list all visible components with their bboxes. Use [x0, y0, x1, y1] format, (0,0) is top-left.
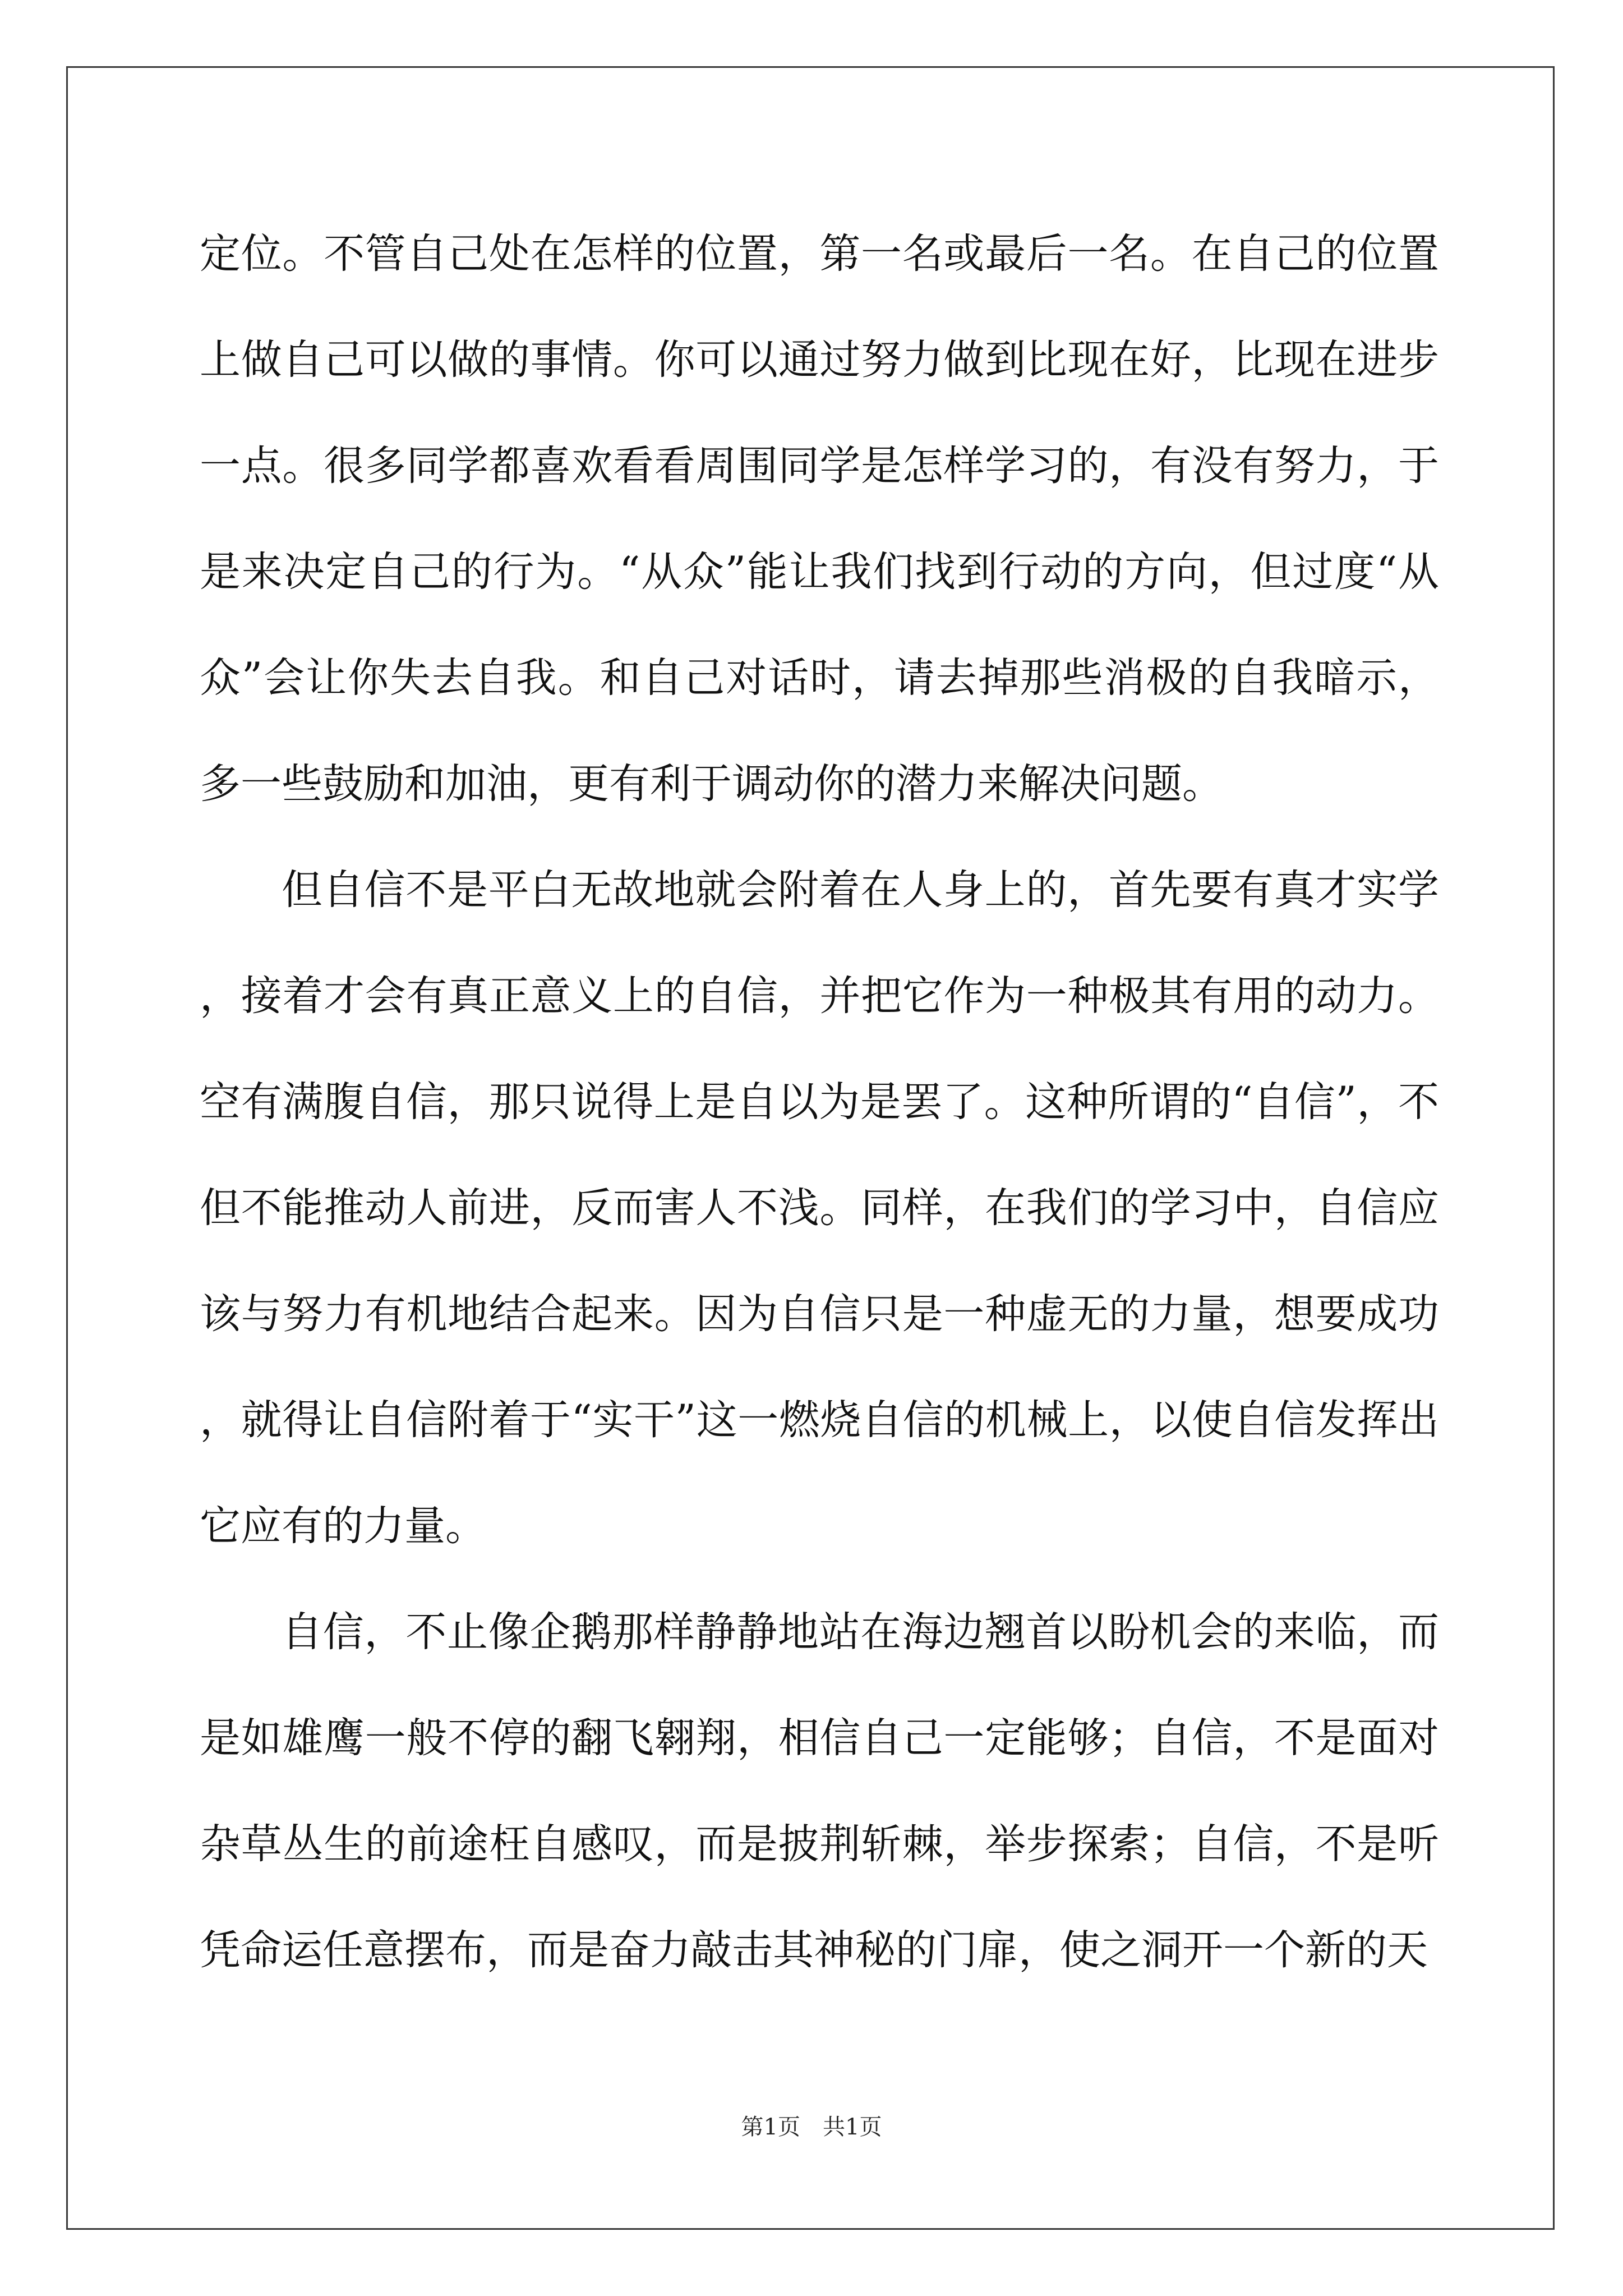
paragraph-2: 但自信不是平白无故地就会附着在人身上的，首先要有真才实学，接着才会有真正意义上的自信，并把它作为一种极其有用的动力。空有满腹自信，那只说得上是自以为是罢了。这种所谓的“自信”，不但不能推动人前进，反而害人不浅。同样，在我们的学习中，自信应该与努力有机地结合起来。因为自信只是一种虚无的力量，想要成功，就得让自信附着于“实干”这一燃烧自信的机械上，以使自信发挥出它应有的力量。 [200, 866, 1439, 1550]
page-number-footer: 第1页 共1页 [741, 2114, 882, 2140]
document-body [200, 201, 1439, 2003]
paragraph-3: 自信，不止像企鹅那样静静地站在海边翘首以盼机会的来临，而是如雄鹰一般不停的翻飞翱翔，相信自己一定能够；自信，不是面对杂草丛生的前途枉自感叹，而是披荆斩棘，举步探索；自信，不是听凭命运任意摆布，而是奋力敲击其神秘的门扉，使之洞开一个新的天 [200, 1608, 1439, 1974]
paragraph-1: 定位。不管自己处在怎样的位置，第一名或最后一名。在自己的位置上做自己可以做的事情。你可以通过努力做到比现在好，比现在进步一点。很多同学都喜欢看看周围同学是怎样学习的，有没有努力，于是来决定自己的行为。“从众”能让我们找到行动的方向，但过度“从众”会让你失去自我。和自己对话时，请去掉那些消极的自我暗示，多一些鼓励和加油，更有利于调动你的潜力来解决问题。 [200, 230, 1439, 808]
